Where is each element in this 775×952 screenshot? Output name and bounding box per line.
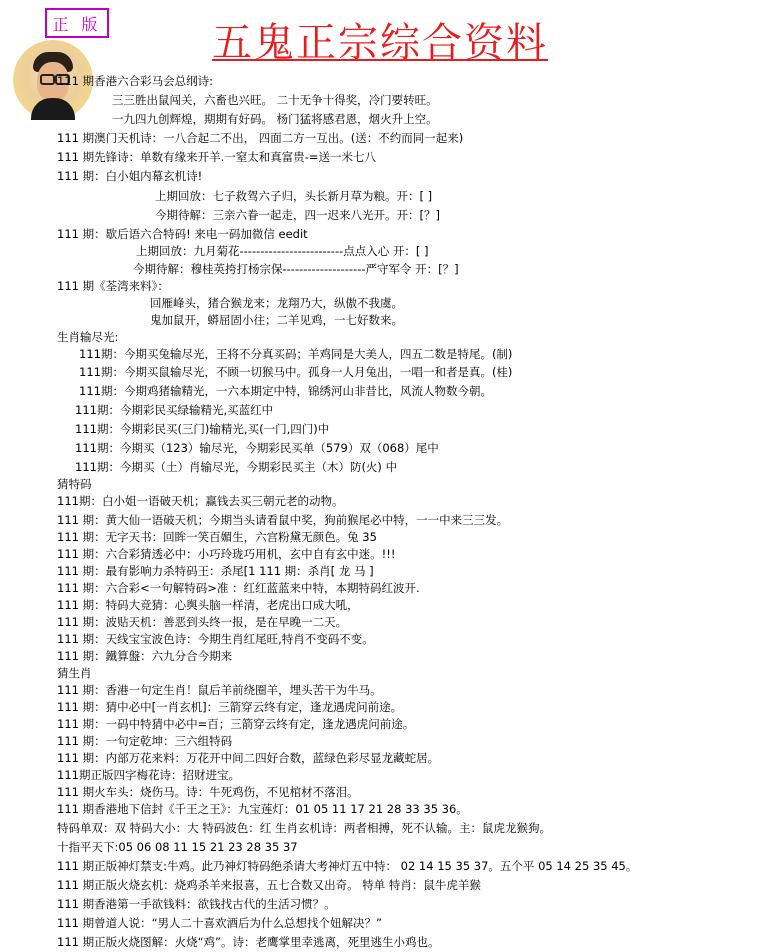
- text-line: 111期：今期买鼠输尽光，不顾一切猴马中。孤身一人月兔出，一唱一和者是真。(桂): [79, 365, 513, 379]
- text-line: 十指平天下:05 06 08 11 15 21 23 28 35 37: [57, 840, 298, 854]
- text-line: 111 期先锋诗：单数有缘来开羊.一窒太和真富贵-=送一米七八: [57, 150, 377, 164]
- text-line: 111 期香港第一手欲钱料：欲钱找古代的生活习惯？。: [57, 897, 336, 911]
- text-line: 111 期：六合彩猜透必中：小巧玲珑巧用机，玄中自有玄中迷。!!!: [57, 547, 396, 561]
- text-line: 111 期：猜中必中[一肖玄机]：三箭穿云终有定，逢龙遇虎问前途。: [57, 700, 403, 714]
- text-line: 111 期：天线宝宝波色诗：今期生肖红尾旺,特肖不变码不变。: [57, 632, 374, 646]
- text-line: 111 期：香港一句定生肖！鼠后羊前绕圈羊，埋头苦干为牛马。: [57, 683, 382, 697]
- text-line: 111期：白小姐一语破天机；赢钱去买三朝元老的动物。: [57, 494, 344, 508]
- text-line: 111 期澳门天机诗：一八合起二不出， 四面二方一互出。(送：不约而同一起来): [57, 131, 464, 145]
- text-line: 今期待解：穆桂英挎打杨宗保--------------------严守军令 开：[？]: [133, 262, 459, 276]
- page-title: 五鬼正宗综合资料: [212, 20, 548, 66]
- text-line: 鬼加鼠开，蟒屈固小往；二羊见鸡，一七好数来。: [150, 313, 403, 327]
- text-line: 111 期正版火烧玄机：烧鸡杀羊来报喜，五七合数又出奇。 特单 特肖：鼠牛虎羊猴: [57, 878, 481, 892]
- text-line: 上期回放：七子救驾六子归，头长新月草为粮。开：[ ]: [155, 189, 433, 203]
- text-line: 111 期：最有影响力杀特码王：杀尾[1 111 期：杀肖[ 龙 马 ]: [57, 564, 374, 578]
- text-line: 三三胜出鼠闯关，六畜也兴旺。 二十无争十得奖，冷门要转旺。: [112, 93, 438, 107]
- text-line: 猜特码: [57, 477, 92, 491]
- text-line: 111 期火车头：烧伤马。诗：牛死鸡伤，不见棺材不落泪。: [57, 785, 359, 799]
- text-line: 111 期正版火烧图解：火烧“鸡”。诗：老鹰掌里幸逃离，死里逃生小鸡也。: [57, 935, 440, 949]
- text-line: 111 期：一句定乾坤：三六组特码: [57, 734, 233, 748]
- text-line: 111 期：白小姐内幕玄机诗!: [57, 169, 203, 183]
- text-line: 111 期：歇后语六合特码! 来电一码加微信 eedit: [57, 227, 308, 241]
- text-line: 111期：今期买兔输尽光，王将不分真买码；羊鸡同是大美人，四五二数是特尾。(制): [79, 347, 513, 361]
- text-line: 上期回放：九月菊花-------------------------点点入心 开：[ ]: [136, 244, 429, 258]
- text-line: 111 期香港地下信封《千王之王》：九宝莲灯：01 05 11 17 21 28 33 35 36。: [57, 802, 468, 816]
- text-line: 111期：今期彩民买绿输精光,买蓝红中: [75, 403, 274, 417]
- text-line: 111 期：六合彩<一句解特码>准 ：红红蓝蓝来中特，本期特码红波开.: [57, 581, 420, 595]
- text-line: 111 期《荃湾来料》：: [57, 279, 169, 293]
- text-line: 111 期：黄大仙一语破天机；今期当头请看鼠中奖，狗前猴尾必中特，一一中来三三发。: [57, 513, 509, 527]
- text-line: 111期：今期鸡猪输精光，一六本期定中特，锦绣河山非昔比，风流人物数今朝。: [79, 384, 492, 398]
- text-line: 生肖输尽光:: [57, 330, 119, 344]
- text-line: 今期待解：三亲六眷一起走，四一迟来八光开。开：[？]: [155, 208, 440, 222]
- text-line: 111 期：一码中特猜中必中=百；三箭穿云终有定，逢龙遇虎问前途。: [57, 717, 415, 731]
- text-line: 111期：今期买（123）输尽光，今期彩民买单（579）双（068）尾中: [75, 441, 439, 455]
- text-line: 猜生肖: [57, 666, 92, 680]
- text-line: 111 期：鐵算盤：六九分合今期来: [57, 649, 233, 663]
- text-line: 111期：今期买（土）肖输尽光，今期彩民买主（木）防(火) 中: [75, 460, 398, 474]
- text-line: 111 期曾道人说：“男人二十喜欢酒后为什么总想找个妞解决？”: [57, 916, 383, 930]
- text-line: 111 期：波贴天机：善恶到头终一报，是在早晚一二天。: [57, 615, 348, 629]
- genuine-badge: 正 版: [45, 8, 109, 38]
- text-line: 111 期香港六合彩马会总纲诗:: [57, 74, 213, 88]
- text-line: 回雁峰头，猪合猴龙来；龙翔乃大，纵傲不我虞。: [150, 296, 403, 310]
- text-line: 一九四九创辉煌，期期有好码。 杨门猛将感君恩，烟火升上空。: [112, 112, 438, 126]
- text-line: 111期：今期彩民买(三门)输精光,买(一门,四门)中: [75, 422, 330, 436]
- text-line: 111 期正版神灯禁支:牛鸡。此乃神灯特码绝杀请大考神灯五中特： 02 14 15 35 37。五个平 05 14 25 35 45。: [57, 859, 638, 873]
- text-line: 111 期：内部万花来料：万花开中间二四好合数，蓝绿色彩尽显龙藏蛇居。: [57, 751, 440, 765]
- text-line: 111期正版四字梅花诗：招财进宝。: [57, 768, 240, 782]
- text-line: 特码单双：双 特码大小：大 特码波色：红 生肖玄机诗：两者相搏，死不认输。主：鼠虎龙猴狗。: [57, 821, 551, 835]
- text-line: 111 期：无字天书：回眸一笑百媚生，六宫粉黛无颜色。兔 35: [57, 530, 377, 544]
- text-line: 111 期：特码大竞猜：心舆头脑一样清，老虎出口成大吼，: [57, 598, 359, 612]
